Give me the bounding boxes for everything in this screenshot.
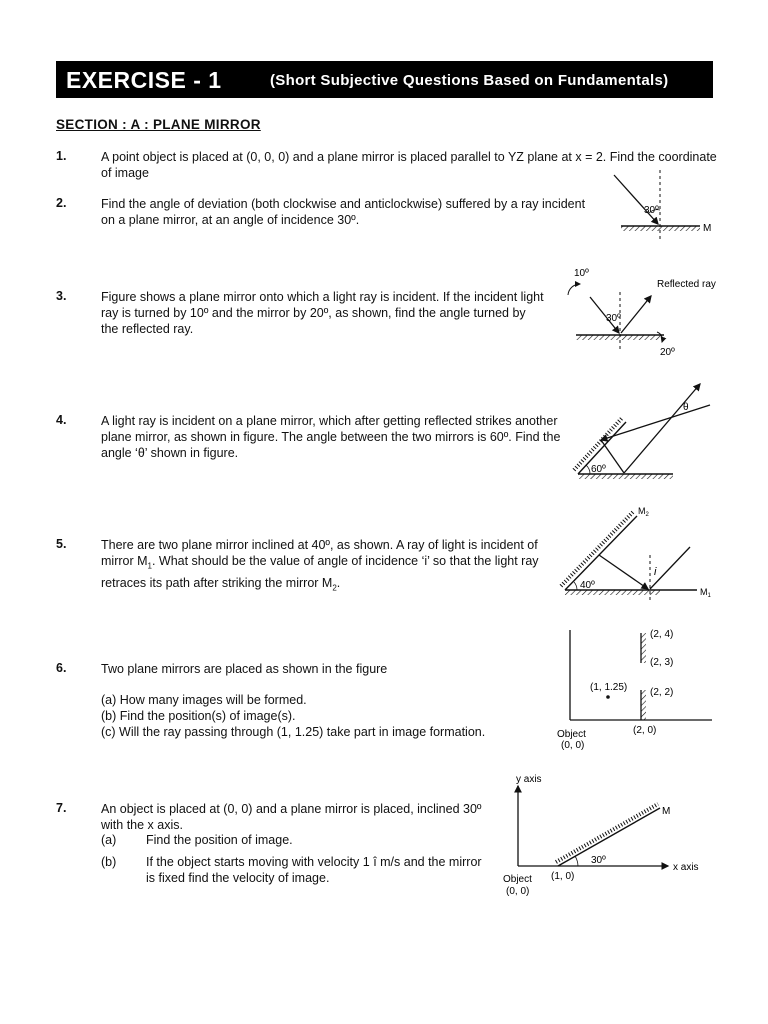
x-axis-label: x axis [673, 862, 699, 873]
question-6-part-c: (c) Will the ray passing through (1, 1.25) take part in image formation. [101, 725, 486, 739]
question-6-text: Two plane mirrors are placed as shown in the figure [101, 662, 388, 676]
figure-q2 [614, 170, 711, 240]
m2-label: $M_2$ [638, 506, 649, 518]
question-7-part-a-label: (a) [101, 833, 117, 847]
angle-arc [586, 465, 590, 474]
question-number: 7. [56, 801, 67, 815]
question-6-part-b: (b) Find the position(s) of image(s). [101, 709, 296, 723]
reflected-label: Reflected ray [657, 279, 716, 290]
angle-arc [574, 582, 577, 590]
mirror-line [558, 808, 660, 866]
label-2-2: (2, 2) [650, 687, 674, 698]
angle-label: 20º [660, 347, 675, 358]
question-number: 5. [56, 537, 67, 551]
angle-label: 40º [580, 580, 595, 591]
label-origin: (0, 0) [561, 740, 585, 751]
label-object: Object [557, 729, 586, 740]
point-marker [606, 695, 610, 699]
section-title: SECTION : A : PLANE MIRROR [56, 117, 261, 132]
question-number: 6. [56, 661, 67, 675]
question-7-part-b-label: (b) [101, 855, 117, 869]
mirror-lower [641, 690, 646, 720]
question-7-part-a-text: Find the position of image. [146, 833, 293, 847]
question-7-text: An object is placed at (0, 0) and a plane mirror is placed, inclined 30º with the x axis. [101, 802, 482, 832]
question-number: 3. [56, 289, 67, 303]
theta-label: θ [683, 402, 689, 413]
mirror-label: M [662, 806, 671, 817]
figure-q5 [561, 506, 712, 600]
rotate-arrow [568, 284, 580, 295]
exercise-subtitle: (Short Subjective Questions Based on Fundamentals) [270, 72, 669, 89]
angle-label: 30º [644, 205, 659, 216]
angle-arc [575, 856, 578, 866]
label-2-0: (2, 0) [633, 725, 657, 736]
question-1-text: A point object is placed at (0, 0, 0) and a plane mirror is placed parallel to YZ plane at x = 2. Find the coordinate of image [101, 150, 717, 180]
angle-label: 10º [574, 268, 589, 279]
angle-label: 30º [606, 313, 621, 324]
label-1-0: (1, 0) [551, 871, 575, 882]
label-origin: (0, 0) [506, 886, 530, 897]
question-number: 1. [56, 149, 67, 163]
question-5-text: There are two plane mirror inclined at 40º, as shown. A ray of light is incident of mirror $M_1$. What should be the value of angle of incidence ‘i’ so that the light ray retraces its path after striking the mirror $M_2$. [101, 538, 539, 592]
label-object: Object [503, 874, 532, 885]
question-4-text: A light ray is incident on a plane mirror, which after getting reflected strikes another plane mirror, as shown in figure. The angle between the two mirrors is 60º. Find the angle ‘θ’ shown in figure. [101, 414, 561, 460]
question-3-text: Figure shows a plane mirror onto which a light ray is incident. If the incident light ray is turned by 10º and the mirror by 20º, as shown, find the angle turned by the reflected ray. [101, 290, 544, 336]
mirror-hatch [556, 804, 658, 862]
mirror-upper [641, 633, 646, 663]
mirror-m2 [565, 516, 637, 590]
question-6-part-a: (a) How many images will be formed. [101, 693, 307, 707]
angle-label: 60º [591, 464, 606, 475]
angle-label: 30º [591, 855, 606, 866]
ray [599, 555, 648, 589]
exercise-title: EXERCISE - 1 [66, 67, 222, 93]
incident-ray [614, 175, 658, 224]
question-number: 2. [56, 196, 67, 210]
label-2-3: (2, 3) [650, 657, 674, 668]
m1-label: $M_1$ [700, 587, 711, 599]
question-number: 4. [56, 413, 67, 427]
figure-q7 [503, 774, 699, 897]
figure-q6 [557, 629, 712, 751]
figure-q3 [568, 268, 716, 358]
incident-ray [601, 405, 710, 440]
y-axis-label: y axis [516, 774, 542, 785]
mirror-hatch [574, 418, 622, 470]
reflected-ray [621, 296, 651, 333]
i-label: i [654, 566, 657, 578]
question-7-part-b-text: If the object starts moving with velocity 1 î m/s and the mirror is fixed find the velocity of image. [146, 855, 482, 885]
label-point: (1, 1.25) [590, 682, 628, 693]
label-2-4: (2, 4) [650, 629, 674, 640]
mirror-hatch [561, 512, 633, 586]
mirror-label: M [703, 223, 712, 234]
figure-q4 [574, 384, 710, 479]
question-2-text: Find the angle of deviation (both clockwise and anticlockwise) suffered by a ray incident on a plane mirror, at an angle of incidence 30º. [101, 197, 586, 227]
